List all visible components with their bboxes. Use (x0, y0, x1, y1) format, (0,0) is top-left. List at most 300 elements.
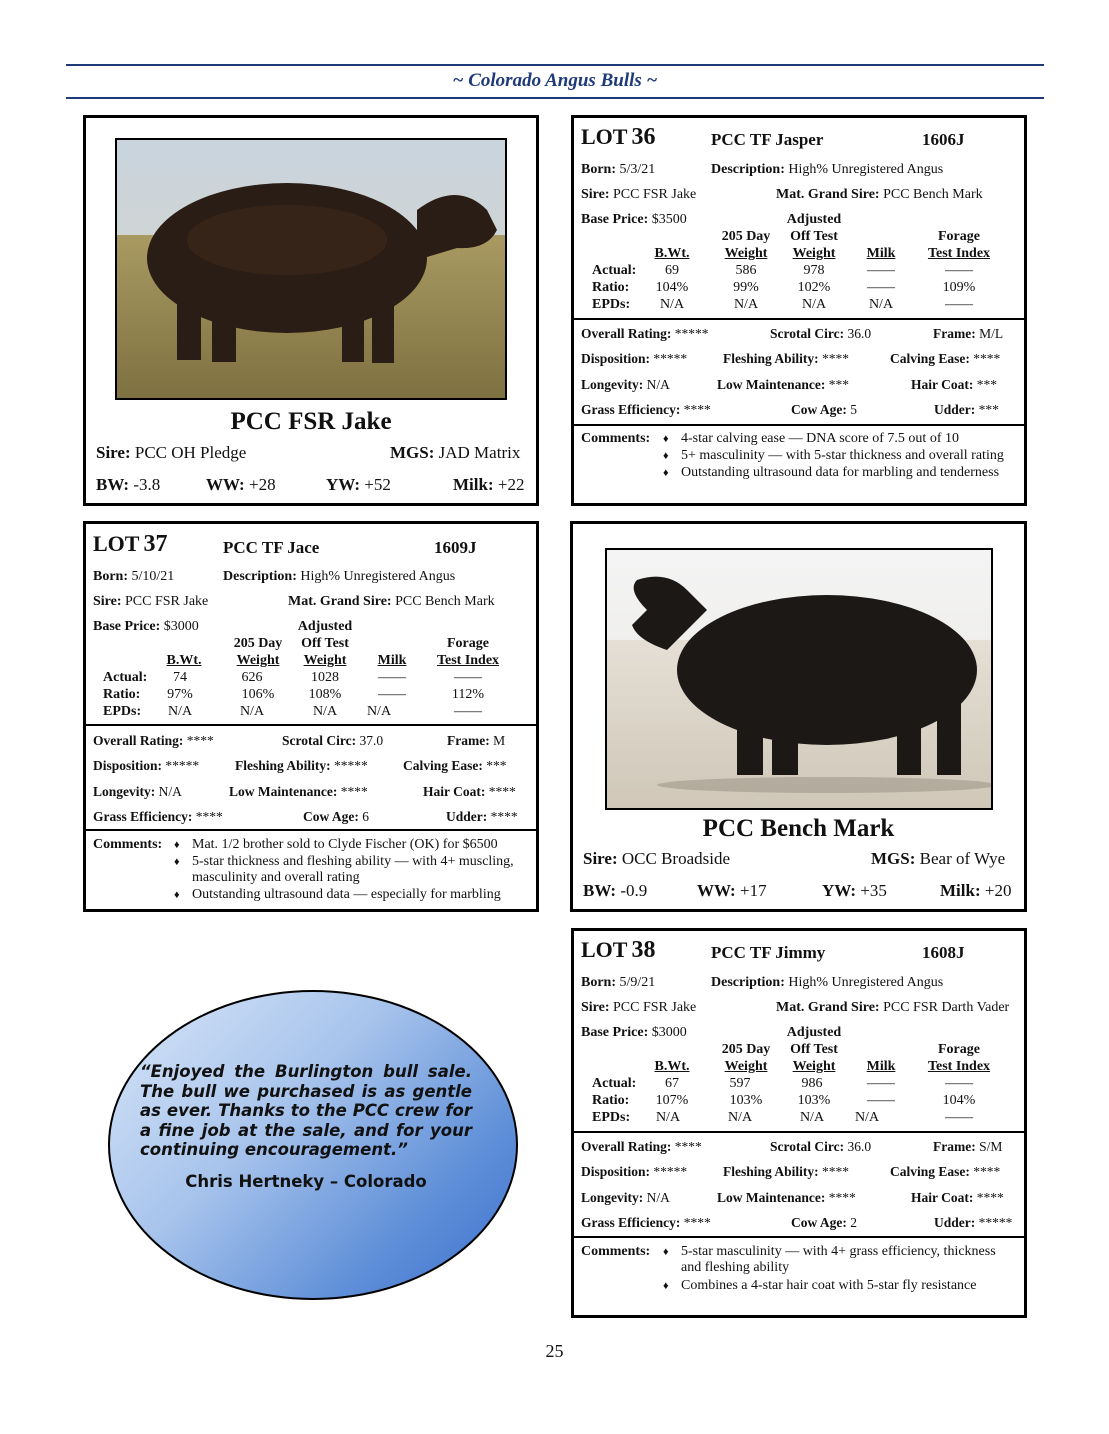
born-label: Born: (581, 162, 616, 177)
label: Longevity: (581, 377, 644, 392)
label: Calving Ease: (403, 758, 483, 773)
description-line (223, 569, 455, 585)
value: **** (828, 1190, 856, 1205)
label: Scrotal Circ: (770, 1139, 845, 1154)
lot-number (93, 531, 167, 558)
longevity (581, 377, 670, 393)
cell-bwt: 97% (167, 687, 193, 702)
hdr-forage: Forage (938, 229, 980, 244)
hdr-offtest: Off Test (301, 636, 349, 651)
value: **** (186, 733, 214, 748)
cell-milk: N/A (854, 1110, 880, 1125)
value: 6 (362, 809, 369, 824)
cell-adj: 978 (803, 263, 825, 278)
label: Low Maintenance: (229, 784, 338, 799)
bw-value: -3.8 (133, 475, 161, 494)
lot-bull-name: PCC TF Jimmy (711, 943, 826, 962)
cell-bwt: N/A (167, 704, 193, 719)
cell-205: N/A (239, 704, 265, 719)
description-value: High% Unregistered Angus (300, 569, 456, 584)
cell-fti: 112% (451, 687, 485, 702)
calving-ease (890, 351, 1000, 367)
born-value: 5/9/21 (619, 975, 656, 990)
hdr-bwt: B.Wt. (166, 653, 202, 668)
low-maintenance (717, 377, 849, 393)
cell-fti: 104% (942, 1093, 976, 1108)
label: Overall Rating: (581, 1139, 672, 1154)
value: N/A (646, 1190, 670, 1205)
hdr-test-index: Test Index (927, 1059, 991, 1074)
lot-num: 36 (631, 124, 656, 150)
comment-item: Outstanding ultrasound data for marbling and tenderness (681, 465, 1000, 480)
hair-coat (911, 1190, 1004, 1206)
price-value: $3000 (651, 1025, 687, 1040)
sire-value: PCC FSR Jake (125, 594, 209, 609)
mgs-line (776, 187, 983, 203)
label: Scrotal Circ: (282, 733, 357, 748)
cell-milk: —— (378, 687, 406, 702)
low-maintenance (229, 784, 368, 800)
disposition (93, 758, 199, 774)
milk-label: Milk: (940, 881, 981, 900)
bullet-diamond-icon: ♦ (174, 889, 180, 901)
cell-fti: —— (454, 704, 482, 719)
bw-label: BW: (96, 475, 130, 494)
sire-line-bench-mark (583, 849, 730, 869)
cell-adj: 986 (801, 1076, 823, 1091)
label: Overall Rating: (93, 733, 184, 748)
value: 37.0 (359, 733, 384, 748)
value: **** (822, 351, 850, 366)
frame (447, 733, 505, 749)
mgs-value: JAD Matrix (438, 443, 521, 462)
sire-label: Sire: (93, 594, 122, 609)
value: *** (976, 377, 997, 392)
mgs-label: MGS: (871, 849, 916, 868)
mgs-line (776, 1000, 1009, 1016)
row-label: EPDs: (103, 704, 142, 719)
hdr-bwt: B.Wt. (654, 1059, 690, 1074)
label: Disposition: (93, 758, 163, 773)
value: **** (490, 809, 518, 824)
cell-adj: 108% (308, 687, 342, 702)
born-line (581, 162, 655, 178)
price-line (93, 619, 199, 635)
lot-num: 38 (631, 937, 656, 963)
hdr-bwt: B.Wt. (654, 246, 690, 261)
row-label: Actual: (592, 263, 637, 278)
label: Scrotal Circ: (770, 326, 845, 341)
hdr-offtest: Off Test (790, 1042, 838, 1057)
longevity (581, 1190, 670, 1206)
cell-adj: N/A (799, 1110, 825, 1125)
value: ***** (334, 758, 368, 773)
description-value: High% Unregistered Angus (788, 975, 944, 990)
label: Low Maintenance: (717, 1190, 826, 1205)
low-maintenance (717, 1190, 856, 1206)
hair-coat (911, 377, 997, 393)
label: Low Maintenance: (717, 377, 826, 392)
comments-label: Comments: (581, 1244, 651, 1259)
value: M/L (979, 326, 1004, 341)
lot-number (581, 937, 655, 964)
ww-label: WW: (697, 881, 736, 900)
lot-card-37 (83, 521, 539, 912)
hdr-205day: 205 Day (721, 1042, 771, 1057)
lot-bull-name: PCC TF Jace (223, 538, 320, 557)
cell-bwt: N/A (659, 297, 685, 312)
comment-item: Mat. 1/2 brother sold to Clyde Fischer (OK) for $6500 (192, 837, 498, 852)
hdr-forage: Forage (447, 636, 489, 651)
value: ***** (653, 1164, 688, 1179)
page-title: ~ Colorado Angus Bulls ~ (452, 70, 658, 91)
cell-milk: —— (378, 670, 406, 685)
cow-age (303, 809, 369, 825)
divider (86, 829, 536, 831)
label: Overall Rating: (581, 326, 672, 341)
cell-205: N/A (727, 1110, 753, 1125)
cell-bwt: 74 (173, 670, 187, 685)
value: **** (683, 1215, 711, 1230)
label: Hair Coat: (423, 784, 486, 799)
comment-item: Outstanding ultrasound data — especially for marbling (192, 887, 501, 902)
comments-label: Comments: (93, 837, 163, 852)
hdr-adjusted: Adjusted (297, 619, 353, 634)
sire-line (93, 594, 208, 610)
label: Disposition: (581, 1164, 651, 1179)
hdr-weight-205: Weight (236, 653, 280, 668)
value: ***** (653, 351, 688, 366)
description-line (711, 162, 943, 178)
label: Hair Coat: (911, 1190, 974, 1205)
price-line (581, 1025, 687, 1041)
comment-item: 5-star masculinity — with 4+ grass efficiency, thickness (681, 1244, 996, 1259)
divider (86, 724, 536, 726)
frame (933, 1139, 1002, 1155)
hdr-adjusted: Adjusted (786, 1025, 842, 1040)
label: Calving Ease: (890, 351, 970, 366)
lot-card-38 (571, 928, 1027, 1318)
born-label: Born: (581, 975, 616, 990)
hdr-test-index: Test Index (436, 653, 500, 668)
overall-rating (581, 1139, 702, 1155)
sire-value: OCC Broadside (621, 849, 731, 868)
value: **** (973, 351, 1001, 366)
cell-milk: —— (867, 1093, 895, 1108)
hdr-milk: Milk (866, 1059, 896, 1074)
label: Grass Efficiency: (581, 402, 681, 417)
row-label: EPDs: (592, 1110, 631, 1125)
born-line (93, 569, 174, 585)
calving-ease (890, 1164, 1000, 1180)
hdr-forage: Forage (938, 1042, 980, 1057)
mgs-value: Bear of Wye (919, 849, 1006, 868)
price-line (581, 212, 687, 228)
mgs-line (288, 594, 495, 610)
lot-card-36 (571, 115, 1027, 506)
born-value: 5/3/21 (619, 162, 656, 177)
description-label: Description: (711, 975, 785, 990)
grass-efficiency (581, 1215, 711, 1231)
testimonial-quote: “Enjoyed the Burlington bull sale. The bull we purchased is as gentle as ever. Thanks to the PCC crew for a fine job at the sale, and for your continuing encouragement.” (140, 1062, 472, 1159)
sire-line (581, 187, 696, 203)
cell-adj: N/A (312, 704, 338, 719)
value: 36.0 (847, 326, 872, 341)
milk-label: Milk: (453, 475, 494, 494)
cell-205: 106% (241, 687, 275, 702)
price-label: Base Price: (581, 1025, 649, 1040)
bullet-diamond-icon: ♦ (174, 856, 180, 868)
sire-label: Sire: (583, 849, 618, 868)
hdr-adjusted: Adjusted (786, 212, 842, 227)
ww-value: +17 (739, 881, 767, 900)
milk-bench-mark (940, 881, 1011, 901)
bw-bench-mark (583, 881, 647, 901)
cell-milk: —— (867, 1076, 895, 1091)
grass-efficiency (93, 809, 223, 825)
value: 36.0 (847, 1139, 872, 1154)
hdr-milk: Milk (866, 246, 896, 261)
mgs-label: Mat. Grand Sire: (776, 187, 880, 202)
value: *** (828, 377, 849, 392)
testimonial-author: Chris Hertneky – Colorado (185, 1172, 427, 1191)
cell-bwt: 104% (655, 280, 689, 295)
hdr-205day: 205 Day (721, 229, 771, 244)
lot-num: 37 (143, 531, 168, 557)
sire-value: PCC FSR Jake (613, 187, 697, 202)
value: **** (674, 1139, 702, 1154)
sire-line-jake (96, 443, 246, 463)
cell-fti: —— (945, 1076, 973, 1091)
udder (446, 809, 518, 825)
sire-value: PCC FSR Jake (613, 1000, 697, 1015)
hdr-weight-205: Weight (724, 1059, 768, 1074)
cell-205: 597 (729, 1076, 751, 1091)
label: Fleshing Ability: (723, 351, 819, 366)
lot-tag: 1608J (922, 943, 965, 962)
mgs-value: PCC Bench Mark (395, 594, 495, 609)
sire-label: Sire: (581, 1000, 610, 1015)
label: Grass Efficiency: (93, 809, 193, 824)
bw-label: BW: (583, 881, 617, 900)
cell-bwt: 107% (655, 1093, 689, 1108)
comment-item: 5+ masculinity — with 5-star thickness and overall rating (681, 448, 1004, 463)
hdr-milk: Milk (377, 653, 407, 668)
description-label: Description: (223, 569, 297, 584)
mgs-label: Mat. Grand Sire: (288, 594, 392, 609)
sire-line (581, 1000, 696, 1016)
scrotal-circ (770, 1139, 871, 1155)
sire-label: Sire: (96, 443, 131, 462)
label: Frame: (447, 733, 490, 748)
bullet-diamond-icon: ♦ (663, 1246, 669, 1258)
bull-name-jake: PCC FSR Jake (230, 408, 392, 435)
cell-205: 586 (735, 263, 757, 278)
cell-fti: 109% (942, 280, 976, 295)
disposition (581, 1164, 687, 1180)
bull-name-bench-mark: PCC Bench Mark (702, 815, 895, 842)
fleshing-ability (723, 351, 849, 367)
fleshing-ability (235, 758, 368, 774)
divider (574, 1236, 1024, 1238)
mgs-label: MGS: (390, 443, 435, 462)
cell-bwt: 69 (665, 263, 679, 278)
value: ***** (674, 326, 709, 341)
value: N/A (158, 784, 182, 799)
yw-label: YW: (326, 475, 360, 494)
born-line (581, 975, 655, 991)
comment-item: Combines a 4-star hair coat with 5-star fly resistance (681, 1278, 977, 1293)
label: Fleshing Ability: (723, 1164, 819, 1179)
ww-value: +28 (248, 475, 276, 494)
cell-205: 103% (729, 1093, 763, 1108)
value: **** (683, 402, 711, 417)
value: ***** (165, 758, 200, 773)
cell-fti: —— (454, 670, 482, 685)
cell-bwt: N/A (655, 1110, 681, 1125)
milk-value: +20 (984, 881, 1012, 900)
value: 5 (850, 402, 857, 417)
cell-205: 99% (733, 280, 759, 295)
label: Frame: (933, 1139, 976, 1154)
hdr-offtest: Off Test (790, 229, 838, 244)
value: M (493, 733, 506, 748)
comment-item-continued: masculinity and overall rating (192, 870, 360, 885)
udder (934, 402, 999, 418)
ww-bench-mark (697, 881, 767, 901)
label: Udder: (934, 402, 976, 417)
value: **** (822, 1164, 850, 1179)
bullet-diamond-icon: ♦ (663, 467, 669, 479)
cell-fti: —— (945, 297, 973, 312)
comment-item-continued: and fleshing ability (681, 1260, 790, 1275)
price-label: Base Price: (581, 212, 649, 227)
lot-tag: 1606J (922, 130, 965, 149)
milk-jake (453, 475, 524, 495)
price-label: Base Price: (93, 619, 161, 634)
scrotal-circ (770, 326, 871, 342)
cell-adj: N/A (801, 297, 827, 312)
hdr-weight-205: Weight (724, 246, 768, 261)
header-rule-bottom (66, 97, 1044, 99)
hdr-weight-adj: Weight (792, 246, 836, 261)
header-rule-top (66, 64, 1044, 66)
cow-age (791, 1215, 857, 1231)
divider (574, 1131, 1024, 1133)
cell-adj: 102% (797, 280, 831, 295)
cell-milk: N/A (366, 704, 392, 719)
mgs-label: Mat. Grand Sire: (776, 1000, 880, 1015)
overall-rating (581, 326, 709, 342)
bw-value: -0.9 (620, 881, 648, 900)
label: Cow Age: (303, 809, 359, 824)
comments-label: Comments: (581, 431, 651, 446)
bw-jake (96, 475, 160, 495)
mgs-value: PCC Bench Mark (883, 187, 983, 202)
cell-205: N/A (733, 297, 759, 312)
lot-bull-name: PCC TF Jasper (711, 130, 824, 149)
label: Grass Efficiency: (581, 1215, 681, 1230)
label: Calving Ease: (890, 1164, 970, 1179)
label: Longevity: (581, 1190, 644, 1205)
row-label: Ratio: (592, 280, 630, 295)
bullet-diamond-icon: ♦ (174, 839, 180, 851)
page-number: 25 (545, 1341, 564, 1361)
fleshing-ability (723, 1164, 849, 1180)
sire-label: Sire: (581, 187, 610, 202)
yw-jake (326, 475, 391, 495)
value: **** (195, 809, 223, 824)
scrotal-circ (282, 733, 383, 749)
hdr-test-index: Test Index (927, 246, 991, 261)
udder (934, 1215, 1012, 1231)
hdr-weight-adj: Weight (792, 1059, 836, 1074)
label: Fleshing Ability: (235, 758, 331, 773)
ww-label: WW: (206, 475, 245, 494)
lot-label: LOT (581, 937, 628, 962)
lot-label: LOT (93, 531, 140, 556)
label: Frame: (933, 326, 976, 341)
value: N/A (646, 377, 670, 392)
cell-adj: 103% (797, 1093, 831, 1108)
price-value: $3000 (163, 619, 199, 634)
mgs-line-jake (390, 443, 520, 463)
cell-milk: N/A (868, 297, 894, 312)
ww-jake (206, 475, 276, 495)
label: Udder: (446, 809, 488, 824)
grass-efficiency (581, 402, 711, 418)
yw-value: +35 (860, 881, 887, 900)
row-label: Ratio: (592, 1093, 630, 1108)
description-line (711, 975, 943, 991)
label: Longevity: (93, 784, 156, 799)
cell-milk: —— (867, 263, 895, 278)
value: **** (340, 784, 368, 799)
yw-bench-mark (822, 881, 887, 901)
cow-age (791, 402, 857, 418)
yw-value: +52 (364, 475, 391, 494)
comment-item: 5-star thickness and fleshing ability — with 4+ muscling, (192, 854, 514, 869)
cell-bwt: 67 (665, 1076, 679, 1091)
description-label: Description: (711, 162, 785, 177)
description-value: High% Unregistered Angus (788, 162, 944, 177)
divider (574, 318, 1024, 320)
label: Udder: (934, 1215, 976, 1230)
hair-coat (423, 784, 516, 800)
yw-label: YW: (822, 881, 856, 900)
cell-fti: —— (945, 1110, 973, 1125)
born-label: Born: (93, 569, 128, 584)
bullet-diamond-icon: ♦ (663, 433, 669, 445)
value: *** (486, 758, 507, 773)
label: Cow Age: (791, 1215, 847, 1230)
longevity (93, 784, 182, 800)
lot-tag: 1609J (434, 538, 477, 557)
cell-adj: 1028 (311, 670, 339, 685)
sire-card-jake (83, 115, 539, 506)
row-label: Actual: (103, 670, 148, 685)
frame (933, 326, 1003, 342)
value: ***** (978, 1215, 1013, 1230)
cell-fti: —— (945, 263, 973, 278)
value: **** (976, 1190, 1004, 1205)
milk-value: +22 (497, 475, 525, 494)
value: 2 (850, 1215, 857, 1230)
row-label: Ratio: (103, 687, 141, 702)
value: **** (488, 784, 516, 799)
row-label: Actual: (592, 1076, 637, 1091)
mgs-value: PCC FSR Darth Vader (883, 1000, 1010, 1015)
